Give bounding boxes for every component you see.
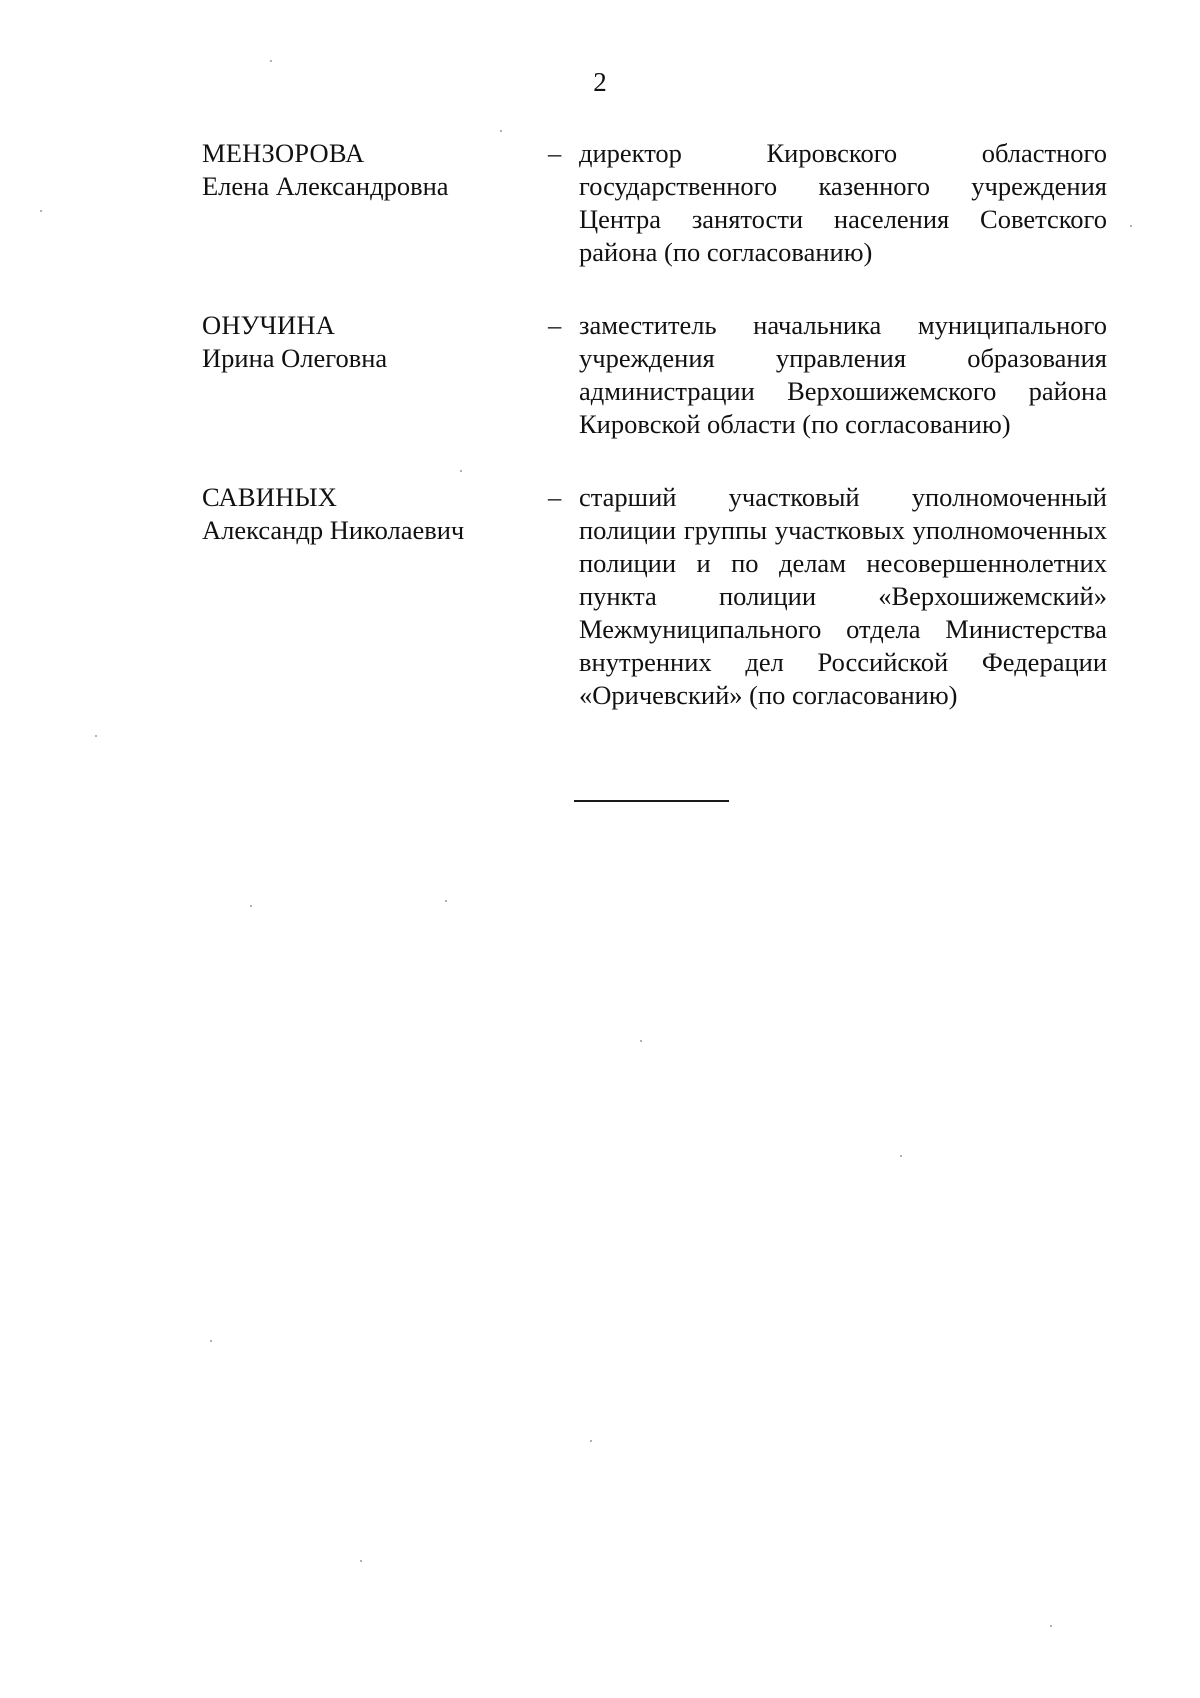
member-position: старший участковый уполномоченный полиции группы участковых уполномоченных полиции и по делам несовершеннолетних пункта полиции «Верхошижемский» Межмуниципального отдела Министерства внутренних дел Российской Федерации «Оричевский» (по согласованию)	[579, 482, 1107, 710]
entry-dash: –	[548, 138, 562, 168]
scan-speck	[590, 1440, 592, 1442]
entry-dash: –	[548, 482, 562, 512]
entry-dash: –	[548, 310, 562, 340]
member-name	[202, 481, 522, 547]
member-surname: САВИНЫХ	[202, 482, 338, 512]
scan-speck	[445, 900, 447, 902]
member-given-names: Ирина Олеговна	[202, 343, 388, 373]
member-given-names: Александр Николаевич	[202, 515, 465, 545]
member-position: заместитель начальника муниципального учреждения управления образования администрации Верхошижемского района Кировской области (по согласованию)	[579, 310, 1107, 439]
page-number: 2	[593, 67, 607, 97]
scan-speck	[210, 1340, 212, 1342]
scan-speck	[1130, 225, 1132, 227]
scan-speck	[360, 1560, 362, 1562]
scan-speck	[250, 905, 252, 907]
member-surname: МЕНЗОРОВА	[202, 138, 365, 168]
scan-speck	[500, 130, 502, 132]
scan-speck	[270, 60, 272, 62]
scan-speck	[40, 210, 42, 212]
scan-speck	[1050, 1625, 1052, 1627]
closing-rule	[574, 800, 729, 802]
scan-speck	[640, 1040, 642, 1042]
member-position: директор Кировского областного государственного казенного учреждения Центра занятости населения Советского района (по согласованию)	[579, 138, 1107, 267]
scan-speck	[95, 735, 97, 737]
member-name	[202, 309, 522, 375]
member-surname: ОНУЧИНА	[202, 310, 336, 340]
scan-speck	[460, 470, 462, 472]
scan-speck	[900, 1155, 902, 1157]
member-name	[202, 137, 522, 203]
member-given-names: Елена Александровна	[202, 171, 449, 201]
